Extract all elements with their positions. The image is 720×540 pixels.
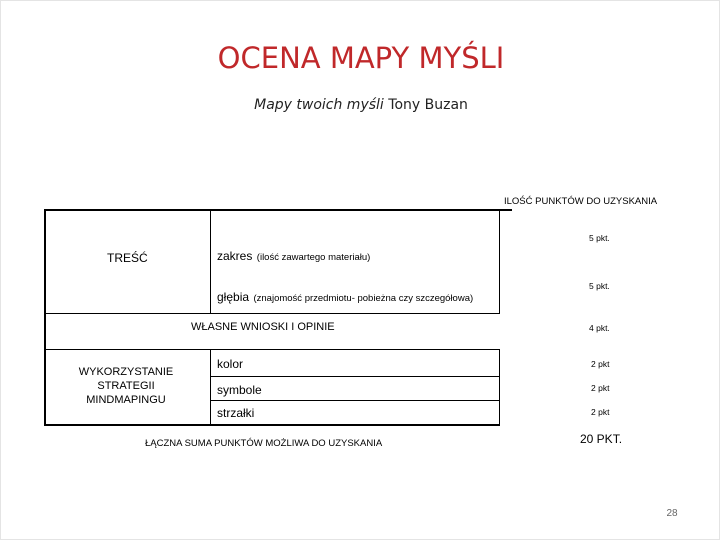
row-divider-wnioski <box>44 349 500 350</box>
wnioski-points: 4 pkt. <box>589 323 610 333</box>
strategia-label-line-1: WYKORZYSTANIE <box>78 366 174 378</box>
slide-subtitle <box>1 97 720 113</box>
total-label: ŁĄCZNA SUMA PUNKTÓW MOŻLIWA DO UZYSKANIA <box>145 438 383 449</box>
subtitle-author: Tony Buzan <box>388 97 468 113</box>
column-divider-lower <box>210 349 211 425</box>
total-points: 20 PKT. <box>580 432 623 446</box>
wnioski-label: WŁASNE WNIOSKI I OPINIE <box>191 321 335 333</box>
zakres-points: 5 pkt. <box>589 233 610 243</box>
strategia-label-line-3: MINDMAPINGU <box>86 394 166 406</box>
glebia-label: głębia <box>217 290 250 304</box>
glebia-points: 5 pkt. <box>589 281 610 291</box>
table-left-border <box>44 209 46 425</box>
tresc-label: TREŚĆ <box>107 251 148 265</box>
strategia-label <box>61 365 191 407</box>
strzalki-label: strzałki <box>217 406 255 420</box>
points-divider-lower <box>499 349 500 425</box>
glebia-cell <box>217 288 473 306</box>
table-top-border <box>44 209 512 211</box>
kolor-points: 2 pkt <box>591 359 610 369</box>
row-divider-kolor <box>210 376 500 377</box>
symbole-points: 2 pkt <box>591 383 610 393</box>
row-divider-strategia <box>44 424 500 426</box>
slide-title: OCENA MAPY MYŚLI <box>217 41 505 75</box>
page-number: 28 <box>666 508 678 519</box>
points-divider-upper <box>499 209 500 314</box>
zakres-label: zakres <box>217 249 253 263</box>
row-divider-tresc <box>44 313 500 314</box>
zakres-cell <box>217 247 370 265</box>
subtitle-book-title: Mapy twoich myśli <box>254 97 384 113</box>
strategia-label-line-2: STRATEGII <box>97 380 155 392</box>
kolor-label: kolor <box>217 357 244 371</box>
row-divider-symbole <box>210 400 500 401</box>
zakres-note: (ilość zawartego materiału) <box>256 252 371 263</box>
points-column-header: ILOŚĆ PUNKTÓW DO UZYSKANIA <box>504 196 658 207</box>
strzalki-points: 2 pkt <box>591 407 610 417</box>
symbole-label: symbole <box>217 383 262 397</box>
glebia-note: (znajomość przedmiotu- pobieżna czy szczegółowa) <box>253 293 474 304</box>
column-divider-upper <box>210 209 211 314</box>
